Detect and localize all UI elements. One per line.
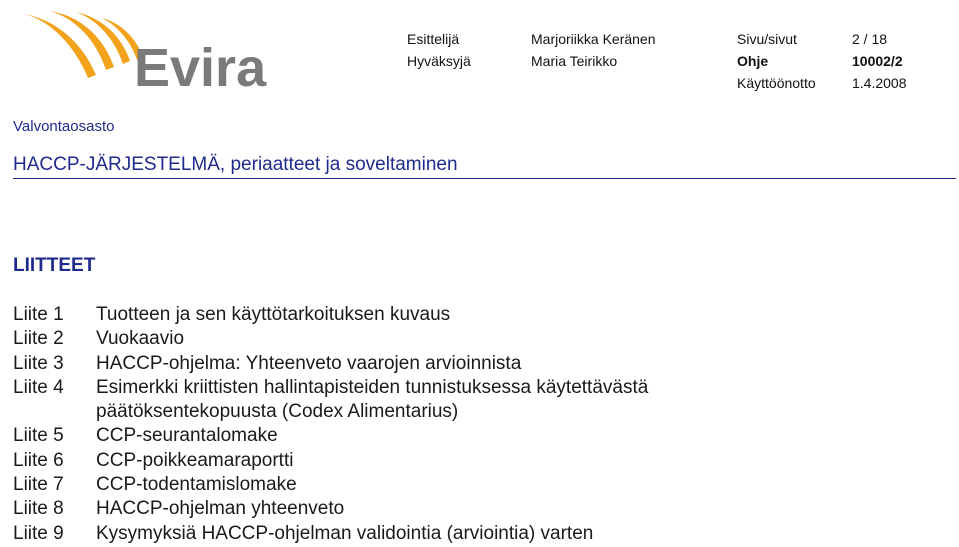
list-item bbox=[13, 424, 648, 448]
list-item bbox=[13, 376, 648, 400]
effective-date-label: Käyttöönotto bbox=[737, 75, 816, 91]
appendix-text: Tuotteen ja sen käyttötarkoituksen kuvaus bbox=[96, 304, 451, 325]
appendix-text: CCP-seurantalomake bbox=[96, 425, 278, 447]
appendix-label: Liite 6 bbox=[13, 449, 64, 471]
appendix-text: päätöksentekopuusta (Codex Alimentarius) bbox=[96, 401, 459, 423]
section-title: LIITTEET bbox=[13, 255, 96, 276]
approver-label: Hyväksyjä bbox=[407, 53, 471, 69]
list-item bbox=[13, 449, 648, 473]
pages-value: 2 / 18 bbox=[852, 31, 888, 47]
list-item bbox=[13, 473, 648, 497]
instruction-value: 10002/2 bbox=[852, 53, 903, 69]
list-item bbox=[13, 400, 648, 424]
appendix-text: HACCP-ohjelman yhteenveto bbox=[96, 498, 345, 520]
document-title: HACCP-JÄRJESTELMÄ, periaatteet ja soveltaminen bbox=[13, 154, 458, 175]
department: Valvontaosasto bbox=[13, 118, 115, 135]
appendix-label: Liite 1 bbox=[13, 304, 64, 325]
appendix-text: Kysymyksiä HACCP-ohjelman validointia (arviointia) varten bbox=[96, 522, 594, 544]
appendix-label: Liite 9 bbox=[13, 522, 64, 544]
list-item bbox=[13, 522, 648, 546]
appendix-label bbox=[13, 400, 96, 424]
appendix-label: Liite 7 bbox=[13, 474, 64, 496]
approver-value: Maria Teirikko bbox=[531, 53, 618, 69]
appendix-text: CCP-todentamislomake bbox=[96, 474, 297, 496]
list-item bbox=[13, 303, 648, 327]
appendix-label: Liite 2 bbox=[13, 328, 64, 350]
list-item bbox=[13, 497, 648, 521]
author-label: Esittelijä bbox=[407, 31, 460, 47]
appendix-text: HACCP-ohjelma: Yhteenveto vaarojen arvioinnista bbox=[96, 352, 522, 374]
author-value: Marjoriikka Keränen bbox=[531, 31, 656, 47]
appendix-text: CCP-poikkeamaraportti bbox=[96, 449, 294, 471]
appendix-label: Liite 8 bbox=[13, 498, 64, 520]
evira-logo bbox=[20, 8, 280, 90]
appendix-text: Vuokaavio bbox=[96, 328, 185, 350]
appendix-list bbox=[13, 303, 648, 546]
title-divider bbox=[13, 178, 956, 179]
list-item bbox=[13, 352, 648, 376]
list-item bbox=[13, 327, 648, 351]
evira-flame-icon bbox=[20, 8, 280, 90]
pages-label: Sivu/sivut bbox=[737, 31, 797, 47]
instruction-label: Ohje bbox=[737, 53, 769, 69]
appendix-label: Liite 3 bbox=[13, 352, 64, 374]
appendix-text: Esimerkki kriittisten hallintapisteiden tunnistuksessa käytettävästä bbox=[96, 376, 649, 398]
effective-date-value: 1.4.2008 bbox=[852, 75, 907, 91]
appendix-label: Liite 4 bbox=[13, 376, 64, 398]
logo-text: Evira bbox=[134, 38, 267, 90]
appendix-label: Liite 5 bbox=[13, 425, 64, 447]
